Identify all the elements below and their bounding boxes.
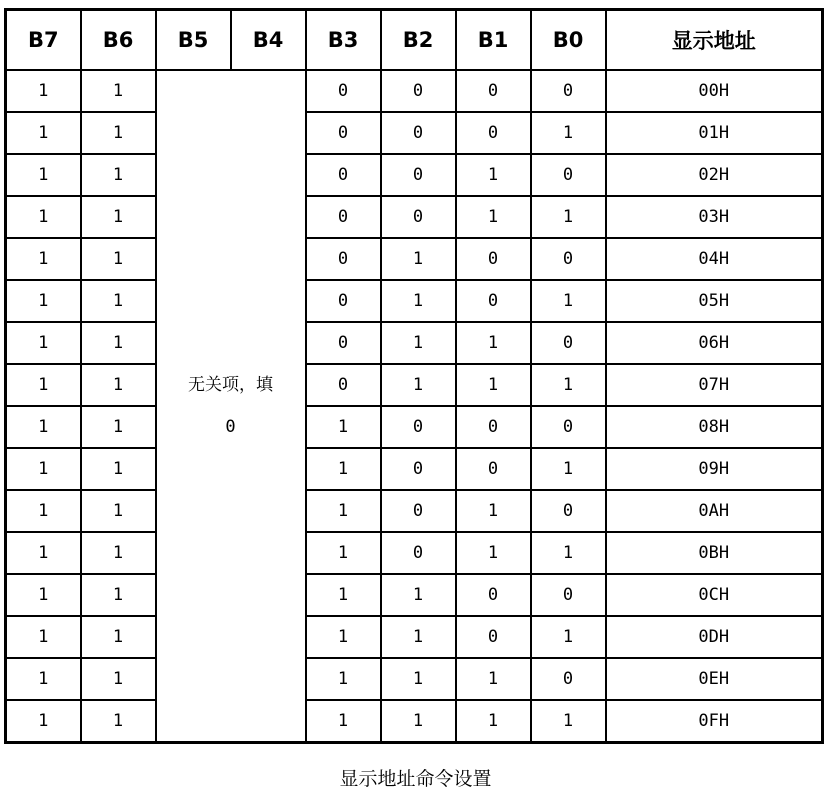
cell-b6: 1 <box>81 238 156 280</box>
cell-b6: 1 <box>81 70 156 112</box>
table-row <box>6 448 823 490</box>
header-b1: B1 <box>456 10 531 71</box>
cell-b2: 0 <box>381 406 456 448</box>
cell-b1: 1 <box>456 322 531 364</box>
table-row <box>6 658 823 700</box>
cell-b7: 1 <box>6 616 81 658</box>
header-b7: B7 <box>6 10 81 71</box>
cell-b1: 0 <box>456 280 531 322</box>
cell-b7: 1 <box>6 448 81 490</box>
cell-b3: 1 <box>306 532 381 574</box>
table-row <box>6 364 823 406</box>
cell-b2: 0 <box>381 490 456 532</box>
cell-b1: 0 <box>456 70 531 112</box>
cell-display-address: 07H <box>606 364 823 406</box>
cell-b1: 0 <box>456 238 531 280</box>
cell-b0: 0 <box>531 490 606 532</box>
cell-b7: 1 <box>6 364 81 406</box>
cell-b7: 1 <box>6 238 81 280</box>
cell-b2: 0 <box>381 196 456 238</box>
cell-b0: 0 <box>531 406 606 448</box>
table-row <box>6 70 823 112</box>
cell-b3: 0 <box>306 364 381 406</box>
cell-display-address: 0AH <box>606 490 823 532</box>
header-row <box>6 10 823 71</box>
cell-b3: 1 <box>306 448 381 490</box>
cell-b7: 1 <box>6 280 81 322</box>
cell-b7: 1 <box>6 154 81 196</box>
cell-display-address: 00H <box>606 70 823 112</box>
cell-b6: 1 <box>81 322 156 364</box>
cell-display-address: 0CH <box>606 574 823 616</box>
cell-b7: 1 <box>6 574 81 616</box>
cell-b2: 0 <box>381 532 456 574</box>
cell-b1: 1 <box>456 154 531 196</box>
cell-display-address: 0BH <box>606 532 823 574</box>
dont-care-text: 无关项，填 <box>188 375 273 395</box>
cell-b2: 0 <box>381 112 456 154</box>
cell-b6: 1 <box>81 490 156 532</box>
dont-care-value: 0 <box>225 417 236 437</box>
header-b2: B2 <box>381 10 456 71</box>
cell-b3: 1 <box>306 700 381 743</box>
cell-b0: 1 <box>531 616 606 658</box>
cell-b7: 1 <box>6 658 81 700</box>
cell-b7: 1 <box>6 322 81 364</box>
header-b5: B5 <box>156 10 231 71</box>
cell-b2: 1 <box>381 238 456 280</box>
cell-display-address: 0DH <box>606 616 823 658</box>
cell-display-address: 05H <box>606 280 823 322</box>
cell-b6: 1 <box>81 196 156 238</box>
cell-display-address: 0FH <box>606 700 823 743</box>
cell-b0: 1 <box>531 448 606 490</box>
table-row <box>6 532 823 574</box>
cell-display-address: 09H <box>606 448 823 490</box>
cell-b1: 0 <box>456 406 531 448</box>
cell-display-address: 08H <box>606 406 823 448</box>
cell-display-address: 03H <box>606 196 823 238</box>
cell-b0: 0 <box>531 658 606 700</box>
display-address-table <box>4 8 824 744</box>
cell-b1: 0 <box>456 616 531 658</box>
cell-b2: 1 <box>381 658 456 700</box>
cell-b1: 0 <box>456 574 531 616</box>
header-display-address: 显示地址 <box>606 10 823 71</box>
cell-b7: 1 <box>6 490 81 532</box>
cell-b3: 1 <box>306 406 381 448</box>
cell-b6: 1 <box>81 574 156 616</box>
cell-b7: 1 <box>6 196 81 238</box>
table-row <box>6 196 823 238</box>
cell-b2: 1 <box>381 280 456 322</box>
cell-b6: 1 <box>81 658 156 700</box>
cell-display-address: 06H <box>606 322 823 364</box>
cell-b6: 1 <box>81 364 156 406</box>
cell-b3: 0 <box>306 154 381 196</box>
cell-display-address: 02H <box>606 154 823 196</box>
cell-b3: 0 <box>306 112 381 154</box>
cell-b3: 1 <box>306 574 381 616</box>
cell-b0: 1 <box>531 112 606 154</box>
cell-b2: 1 <box>381 364 456 406</box>
cell-b6: 1 <box>81 532 156 574</box>
cell-b6: 1 <box>81 448 156 490</box>
cell-b0: 1 <box>531 364 606 406</box>
cell-b6: 1 <box>81 154 156 196</box>
cell-b6: 1 <box>81 616 156 658</box>
cell-b2: 0 <box>381 448 456 490</box>
cell-b2: 1 <box>381 700 456 743</box>
table-caption: 显示地址命令设置 <box>339 768 492 790</box>
table-row <box>6 406 823 448</box>
cell-b1: 1 <box>456 532 531 574</box>
cell-b3: 0 <box>306 70 381 112</box>
table-row <box>6 490 823 532</box>
cell-display-address: 01H <box>606 112 823 154</box>
cell-b0: 0 <box>531 238 606 280</box>
cell-b3: 0 <box>306 196 381 238</box>
table-row <box>6 112 823 154</box>
cell-b6: 1 <box>81 700 156 743</box>
cell-b0: 1 <box>531 532 606 574</box>
header-b0: B0 <box>531 10 606 71</box>
cell-b0: 1 <box>531 280 606 322</box>
cell-b7: 1 <box>6 70 81 112</box>
cell-b0: 1 <box>531 700 606 743</box>
cell-b1: 0 <box>456 112 531 154</box>
cell-b6: 1 <box>81 406 156 448</box>
cell-b0: 0 <box>531 70 606 112</box>
header-b4: B4 <box>231 10 306 71</box>
cell-b1: 1 <box>456 700 531 743</box>
cell-b6: 1 <box>81 112 156 154</box>
cell-b6: 1 <box>81 280 156 322</box>
cell-b1: 1 <box>456 364 531 406</box>
cell-b1: 1 <box>456 490 531 532</box>
cell-b0: 0 <box>531 574 606 616</box>
cell-b7: 1 <box>6 112 81 154</box>
cell-b3: 0 <box>306 322 381 364</box>
address-table-container <box>4 8 824 744</box>
cell-b0: 0 <box>531 322 606 364</box>
cell-b2: 1 <box>381 616 456 658</box>
cell-b3: 0 <box>306 238 381 280</box>
cell-b2: 1 <box>381 322 456 364</box>
cell-b3: 1 <box>306 658 381 700</box>
cell-b1: 0 <box>456 448 531 490</box>
cell-b2: 0 <box>381 154 456 196</box>
table-row <box>6 238 823 280</box>
header-b6: B6 <box>81 10 156 71</box>
cell-b0: 0 <box>531 154 606 196</box>
cell-b7: 1 <box>6 406 81 448</box>
cell-b2: 0 <box>381 70 456 112</box>
cell-b3: 1 <box>306 616 381 658</box>
cell-b1: 1 <box>456 196 531 238</box>
cell-b1: 1 <box>456 658 531 700</box>
cell-display-address: 0EH <box>606 658 823 700</box>
table-row <box>6 574 823 616</box>
table-row <box>6 154 823 196</box>
cell-b3: 1 <box>306 490 381 532</box>
cell-b7: 1 <box>6 700 81 743</box>
cell-b2: 1 <box>381 574 456 616</box>
table-row <box>6 280 823 322</box>
table-row <box>6 616 823 658</box>
table-body <box>6 70 823 743</box>
table-row <box>6 322 823 364</box>
cell-b3: 0 <box>306 280 381 322</box>
cell-b0: 1 <box>531 196 606 238</box>
header-b3: B3 <box>306 10 381 71</box>
cell-b7: 1 <box>6 532 81 574</box>
cell-display-address: 04H <box>606 238 823 280</box>
table-row <box>6 700 823 743</box>
dont-care-cell-b5-b4 <box>156 70 306 743</box>
